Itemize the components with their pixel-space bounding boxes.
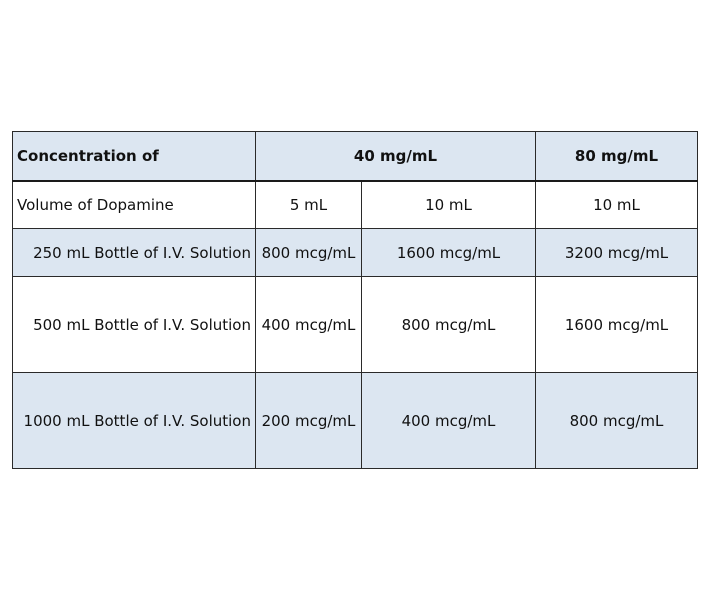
row-label: 500 mL Bottle of I.V. Solution xyxy=(13,277,256,373)
table-row xyxy=(13,229,698,277)
header-row xyxy=(13,132,698,181)
concentration-cell: 1600 mcg/mL xyxy=(362,229,536,277)
volume-row xyxy=(13,181,698,229)
concentration-cell: 400 mcg/mL xyxy=(362,373,536,469)
table-row xyxy=(13,277,698,373)
volume-label: Volume of Dopamine xyxy=(13,181,256,229)
concentration-cell: 200 mcg/mL xyxy=(256,373,362,469)
table-row xyxy=(13,373,698,469)
concentration-label: Concentration of xyxy=(13,132,256,181)
dopamine-concentration-table xyxy=(12,131,698,469)
concentration-cell: 1600 mcg/mL xyxy=(536,277,698,373)
concentration-cell: 800 mcg/mL xyxy=(362,277,536,373)
concentration-cell: 800 mcg/mL xyxy=(536,373,698,469)
concentration-80-header: 80 mg/mL xyxy=(536,132,698,181)
volume-cell: 5 mL xyxy=(256,181,362,229)
concentration-cell: 3200 mcg/mL xyxy=(536,229,698,277)
concentration-40-header: 40 mg/mL xyxy=(256,132,536,181)
row-label: 1000 mL Bottle of I.V. Solution xyxy=(13,373,256,469)
volume-cell: 10 mL xyxy=(362,181,536,229)
row-label: 250 mL Bottle of I.V. Solution xyxy=(13,229,256,277)
concentration-cell: 800 mcg/mL xyxy=(256,229,362,277)
concentration-cell: 400 mcg/mL xyxy=(256,277,362,373)
volume-cell: 10 mL xyxy=(536,181,698,229)
